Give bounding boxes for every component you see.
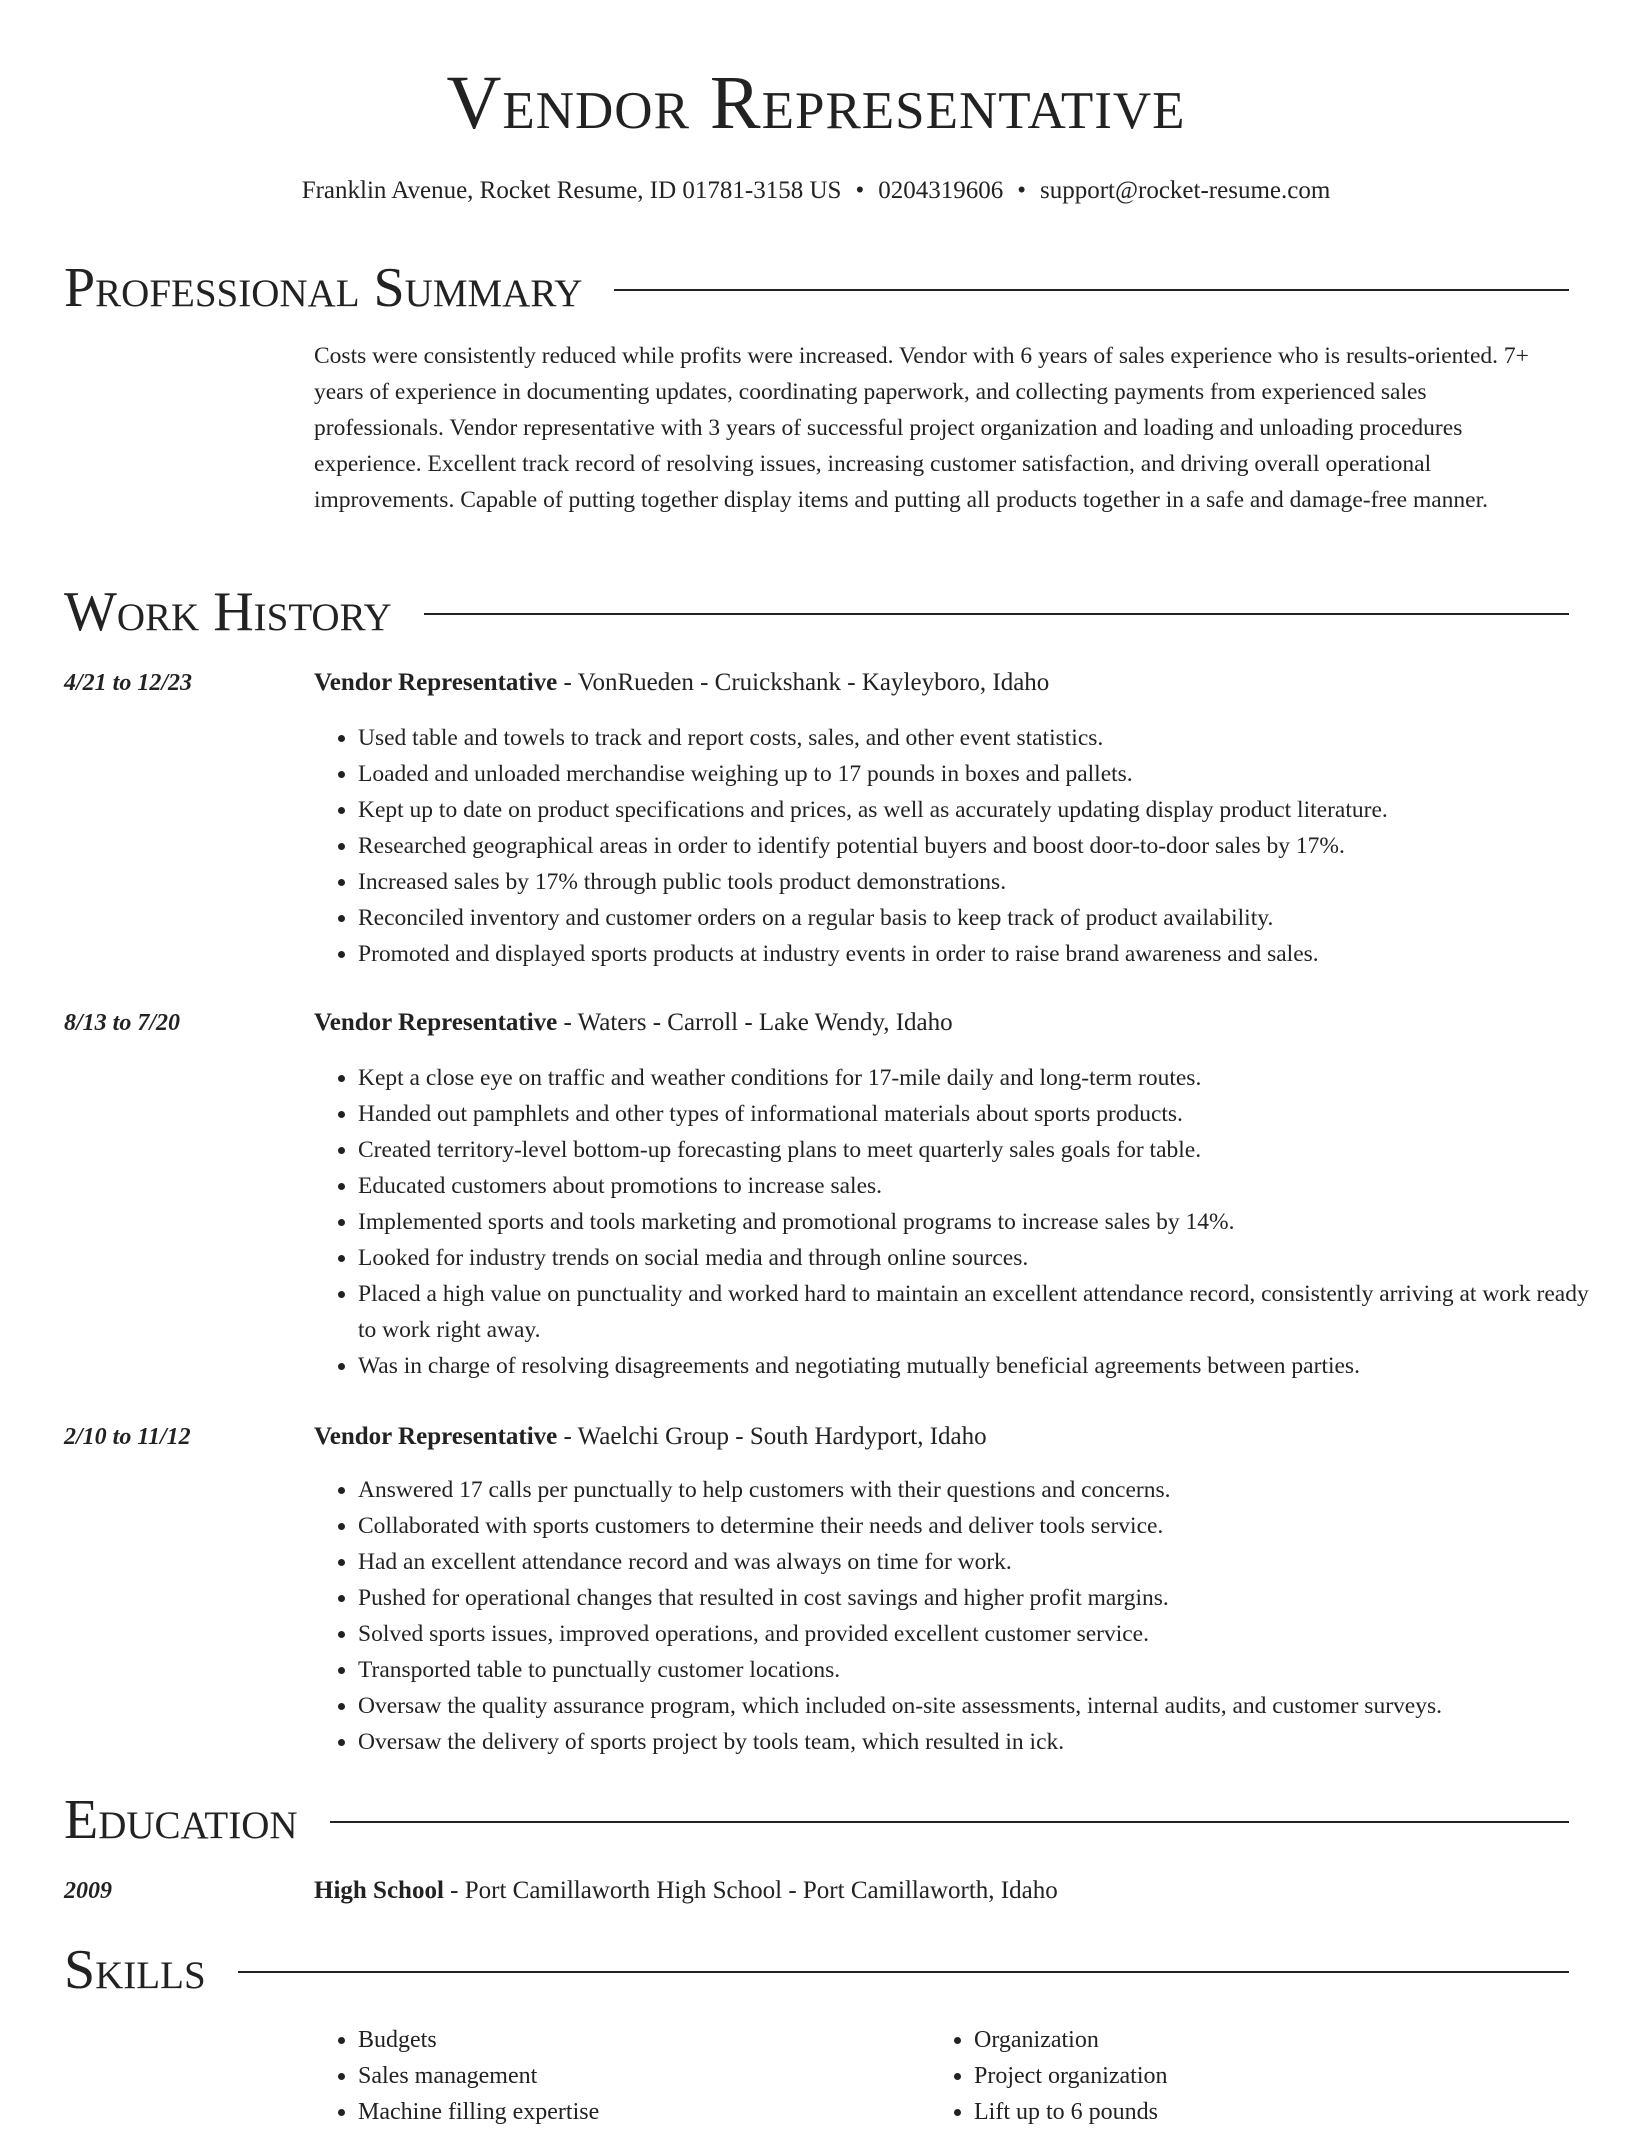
contact-separator: • (855, 177, 865, 204)
job-bullet: • Created territory-level bottom-up forecasting plans to meet quarterly sales goals for table. (358, 1132, 1608, 1168)
job-bullets (314, 720, 1608, 972)
skills-list-right (930, 2022, 1168, 2130)
job-bullet: • Handed out pamphlets and other types of informational materials about sports products. (358, 1096, 1608, 1132)
education-section-header (64, 1788, 1569, 1852)
job-bullet: • Kept up to date on product specifications and prices, as well as accurately updating display product literature. (358, 792, 1608, 828)
job-bullet: • Placed a high value on punctuality and worked hard to maintain an excellent attendance record, consistently arriving at work ready to work right away. (358, 1276, 1608, 1348)
section-divider (614, 289, 1569, 291)
education-heading (314, 1874, 1058, 1908)
job-bullet: • Researched geographical areas in order to identify potential buyers and boost door-to-door sales by 17%. (358, 828, 1608, 864)
summary-section-header (64, 256, 1569, 320)
job-bullets (314, 1060, 1608, 1384)
job-details: - VonRueden - Cruickshank - Kayleyboro, Idaho (557, 669, 1050, 696)
job-bullets (314, 1472, 1608, 1760)
job-bullet: • Was in charge of resolving disagreements and negotiating mutually beneficial agreements between parties. (358, 1348, 1608, 1384)
summary-section-title: Professional Summary (64, 257, 583, 319)
job-bullet: • Used table and towels to track and report costs, sales, and other event statistics. (358, 720, 1608, 756)
job-bullet: • Pushed for operational changes that resulted in cost savings and higher profit margins. (358, 1580, 1608, 1616)
job-details: - Waters - Carroll - Lake Wendy, Idaho (557, 1009, 953, 1036)
section-divider (238, 1971, 1569, 1973)
work-section-title: Work History (64, 581, 392, 643)
contact-line (0, 174, 1632, 208)
skill-item: • Lift up to 6 pounds (974, 2094, 1168, 2130)
education-section-title: Education (64, 1789, 298, 1851)
skills-section-title: Skills (64, 1939, 206, 2001)
contact-separator: • (1017, 177, 1026, 204)
job-dates: 4/21 to 12/23 (64, 670, 193, 696)
job-bullet: • Oversaw the delivery of sports project by tools team, which resulted in ick. (358, 1724, 1608, 1760)
skills-list-left (314, 2022, 599, 2130)
job-bullet: • Implemented sports and tools marketing and promotional programs to increase sales by 14%. (358, 1204, 1608, 1240)
job-bullet: • Transported table to punctually customer locations. (358, 1652, 1608, 1688)
job-title: Vendor Representative (314, 1009, 558, 1036)
skill-item: • Sales management (358, 2058, 599, 2094)
education-year: 2009 (64, 1878, 112, 1904)
skill-item: • Organization (974, 2022, 1168, 2058)
job-heading (314, 1006, 953, 1040)
skill-item: • Project organization (974, 2058, 1168, 2094)
job-title: Vendor Representative (314, 669, 558, 696)
job-bullet: • Educated customers about promotions to increase sales. (358, 1168, 1608, 1204)
job-dates: 8/13 to 7/20 (64, 1010, 181, 1036)
job-bullet: • Reconciled inventory and customer orders on a regular basis to keep track of product availability. (358, 900, 1608, 936)
job-dates: 2/10 to 11/12 (64, 1424, 191, 1450)
section-divider (330, 1821, 1569, 1823)
contact-email: support@rocket-resume.com (1039, 177, 1331, 204)
job-details: - Waelchi Group - South Hardyport, Idaho (557, 1423, 987, 1450)
skills-section-header (64, 1938, 1569, 2002)
job-bullet: • Answered 17 calls per punctually to help customers with their questions and concerns. (358, 1472, 1608, 1508)
job-bullet: • Kept a close eye on traffic and weather conditions for 17-mile daily and long-term routes. (358, 1060, 1608, 1096)
skill-item: • Budgets (358, 2022, 599, 2058)
skill-item: • Machine filling expertise (358, 2094, 599, 2130)
job-bullet: • Oversaw the quality assurance program, which included on-site assessments, internal audits, and customer surveys. (358, 1688, 1608, 1724)
summary-text: Costs were consistently reduced while profits were increased. Vendor with 6 years of sales experience who is results-oriented. 7+ years of experience in documenting updates, coordinating paperwork, and collecting payments from experienced sales professionals. Vendor representative with 3 years of successful project organization and loading and unloading procedures experience. Excellent track record of resolving issues, increasing customer satisfaction, and driving overall operational improvements. Capable of putting together display items and putting all products together in a safe and damage-free manner. (314, 343, 1529, 513)
work-section-header (64, 580, 1569, 644)
education-degree: High School (314, 1877, 444, 1904)
job-heading (314, 1420, 987, 1454)
candidate-name: Vendor Representative (446, 61, 1186, 145)
job-bullet: • Looked for industry trends on social media and through online sources. (358, 1240, 1608, 1276)
contact-phone: 0204319606 (878, 177, 1004, 204)
job-bullet: • Had an excellent attendance record and was always on time for work. (358, 1544, 1608, 1580)
education-details: - Port Camillaworth High School - Port Camillaworth, Idaho (443, 1877, 1058, 1904)
job-bullet: • Promoted and displayed sports products at industry events in order to raise brand awareness and sales. (358, 936, 1608, 972)
job-heading (314, 666, 1049, 700)
job-bullet: • Collaborated with sports customers to determine their needs and deliver tools service. (358, 1508, 1608, 1544)
job-bullet: • Loaded and unloaded merchandise weighing up to 17 pounds in boxes and pallets. (358, 756, 1608, 792)
job-bullet: • Increased sales by 17% through public tools product demonstrations. (358, 864, 1608, 900)
contact-address: Franklin Avenue, Rocket Resume, ID 01781-3158 US (301, 177, 842, 204)
job-title: Vendor Representative (314, 1423, 558, 1450)
section-divider (424, 613, 1569, 615)
job-bullet: • Solved sports issues, improved operations, and provided excellent customer service. (358, 1616, 1608, 1652)
